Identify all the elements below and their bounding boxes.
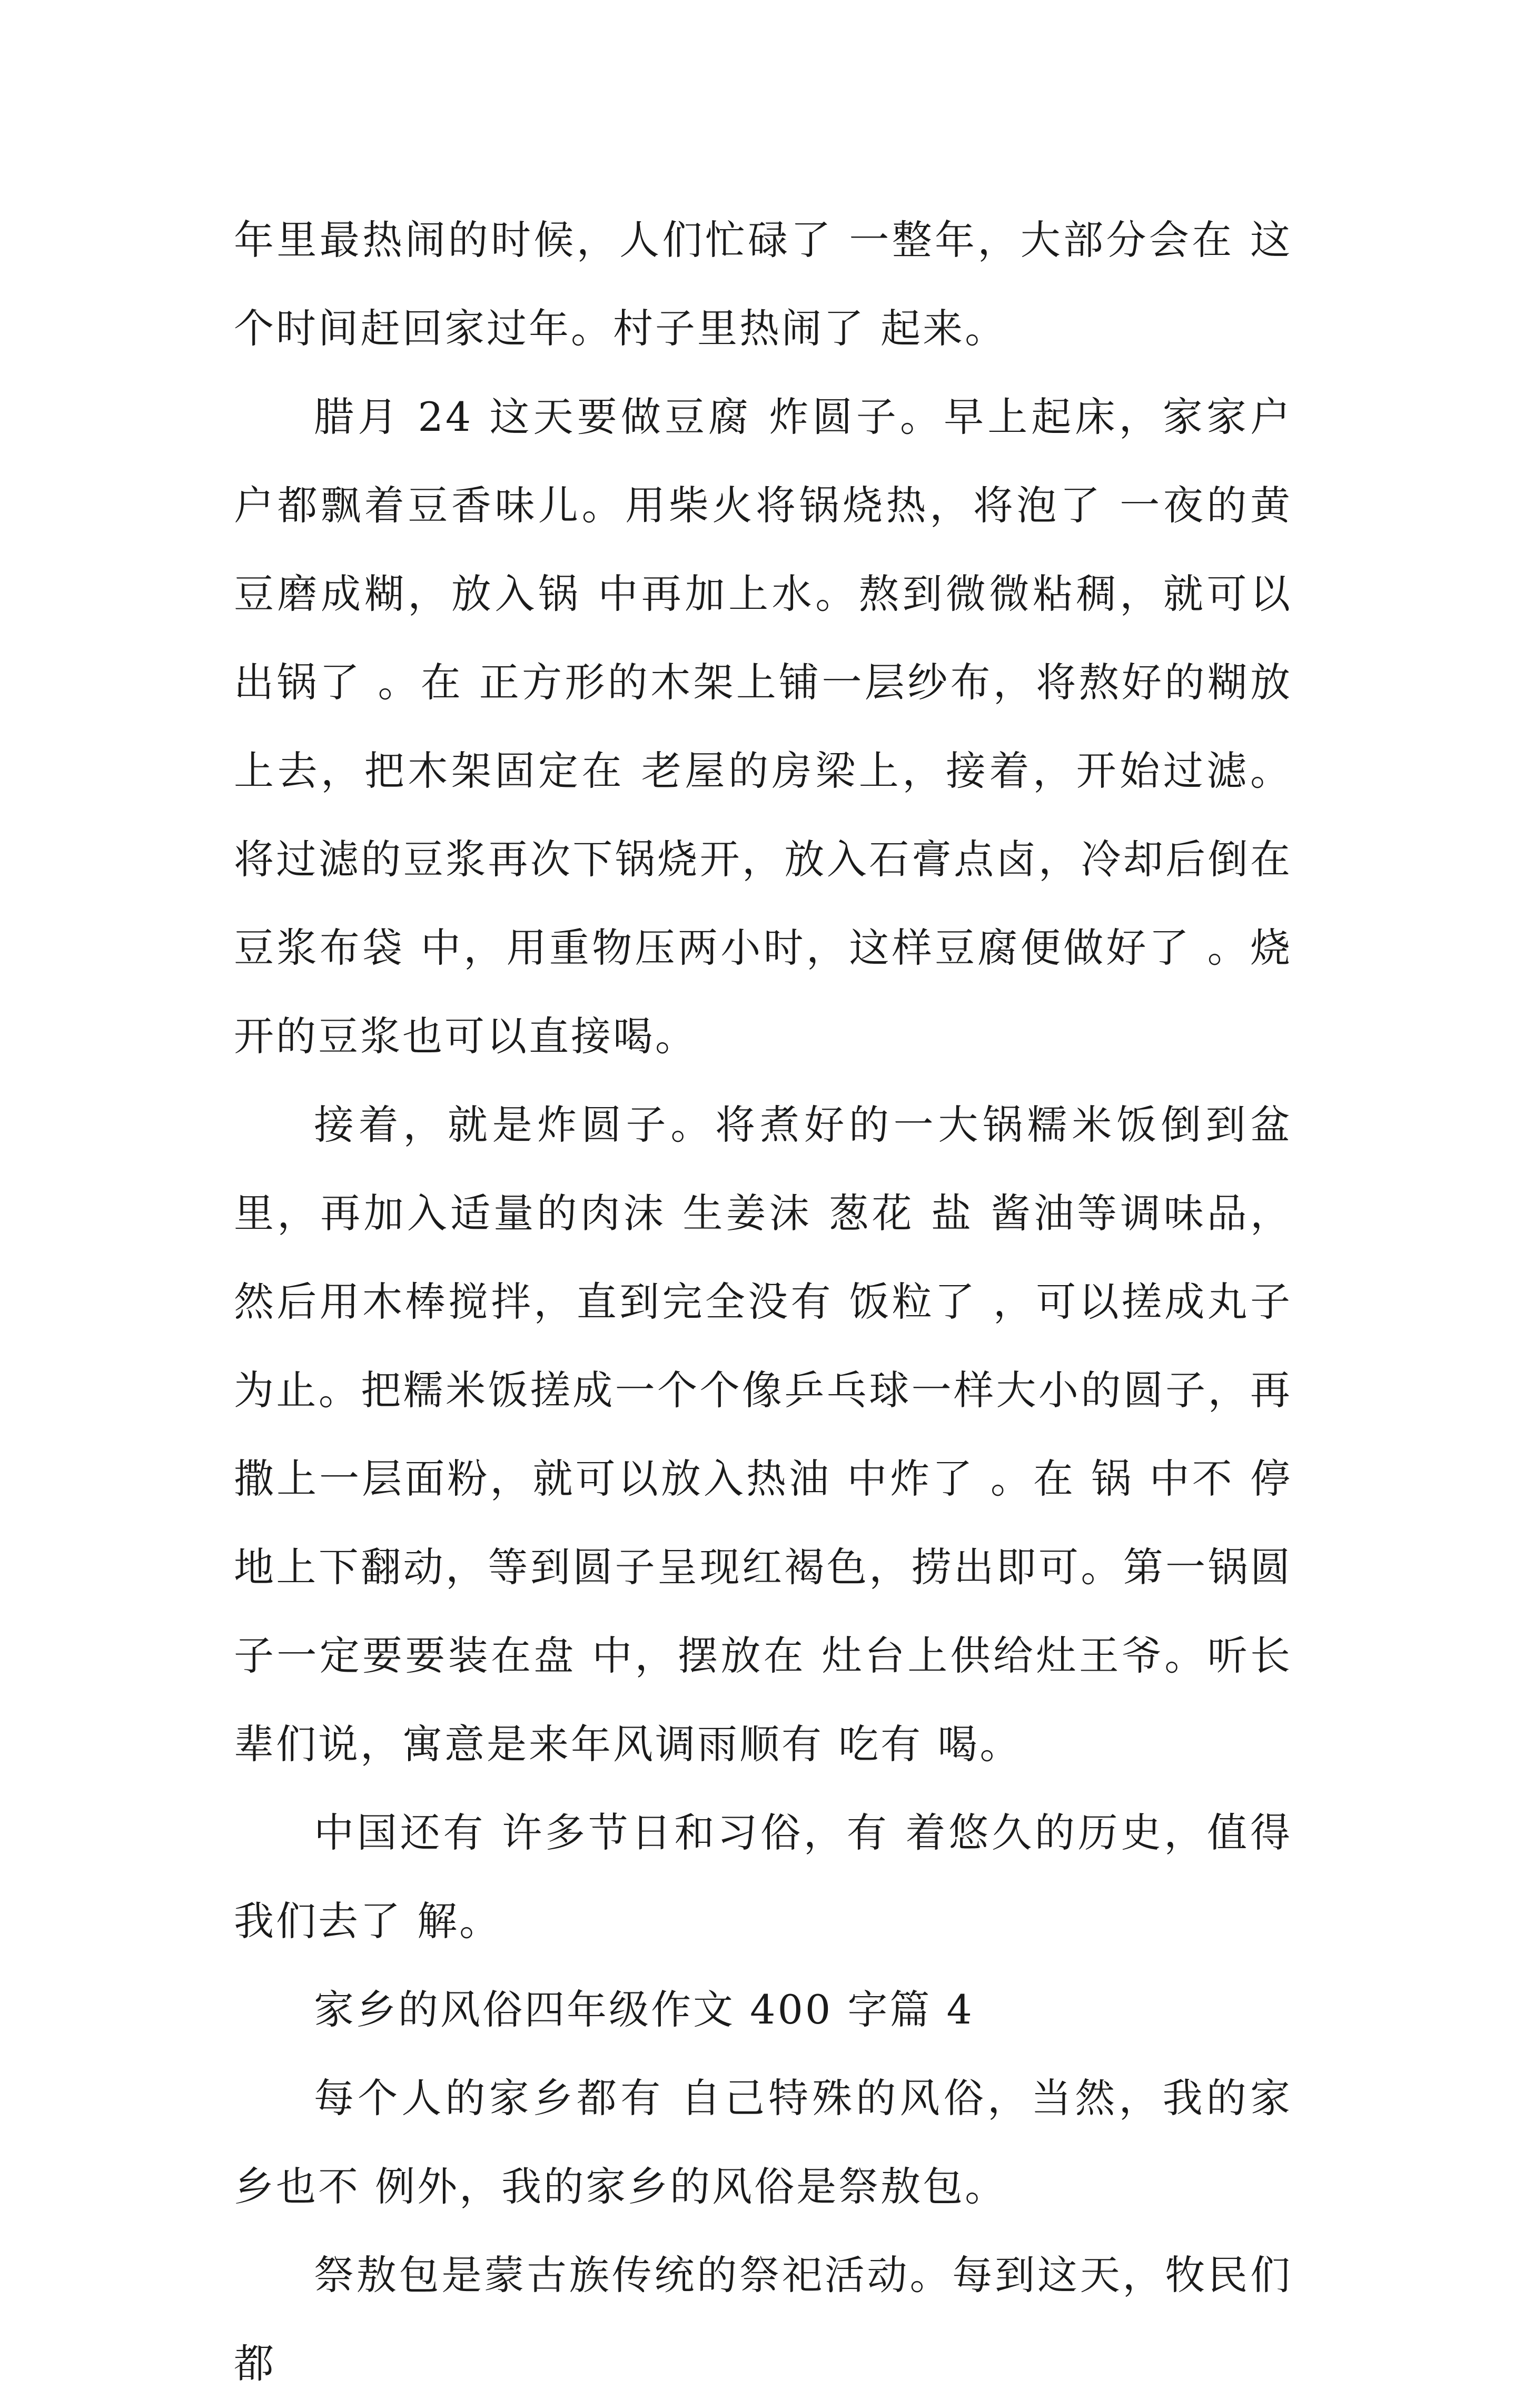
section-heading: 家乡的风俗四年级作文 400 字篇 4 bbox=[314, 1986, 974, 2033]
paragraph-4: 中国还有 许多节日和习俗，有 着悠久的历史，值得我们去了 解。 bbox=[234, 1809, 1292, 1945]
paragraph-3: 接着，就是炸圆子。将煮好的一大锅糯米饭倒到盆里，再加入适量的肉沫 生姜沫 葱花 盐 酱油等调味品，然后用木棒搅拌，直到完全没有 饭粒了 ，可以搓成丸子为止。把糯米饭搓成一个个像乒乓球一样大小的圆子，再撒上一层面粉，就可以放入热油 中炸了 。在 锅 中不 停地上下翻动，等到圆子呈现红褐色，捞出即可。第一锅圆子一定要要装在盘 中，摆放在 灶台上供给灶王爷。听长辈们说，寓意是来年风调雨顺有 吃有 喝。 bbox=[234, 1101, 1292, 1768]
paragraph-5: 每个人的家乡都有 自己特殊的风俗，当然，我的家乡也不 例外，我的家乡的风俗是祭敖包。 bbox=[234, 2075, 1292, 2210]
paragraph-1: 年里最热闹的时候，人们忙碌了 一整年，大部分会在 这个时间赶回家过年。村子里热闹了 起来。 bbox=[234, 216, 1292, 352]
document-body bbox=[234, 196, 1292, 2408]
paragraph-2: 腊月 24 这天要做豆腐 炸圆子。早上起床，家家户户都飘着豆香味儿。用柴火将锅烧热，将泡了 一夜的黄豆磨成糊，放入锅 中再加上水。熬到微微粘稠，就可以出锅了 。在 正方形的木架上铺一层纱布，将熬好的糊放上去，把木架固定在 老屋的房梁上，接着，开始过滤。将过滤的豆浆再次下锅烧开，放入石膏点卤，冷却后倒在 豆浆布袋 中，用重物压两小时，这样豆腐便做好了 。烧开的豆浆也可以直接喝。 bbox=[234, 393, 1292, 1060]
paragraph-6: 祭敖包是蒙古族传统的祭祀活动。每到这天，牧民们都 bbox=[234, 2252, 1292, 2387]
